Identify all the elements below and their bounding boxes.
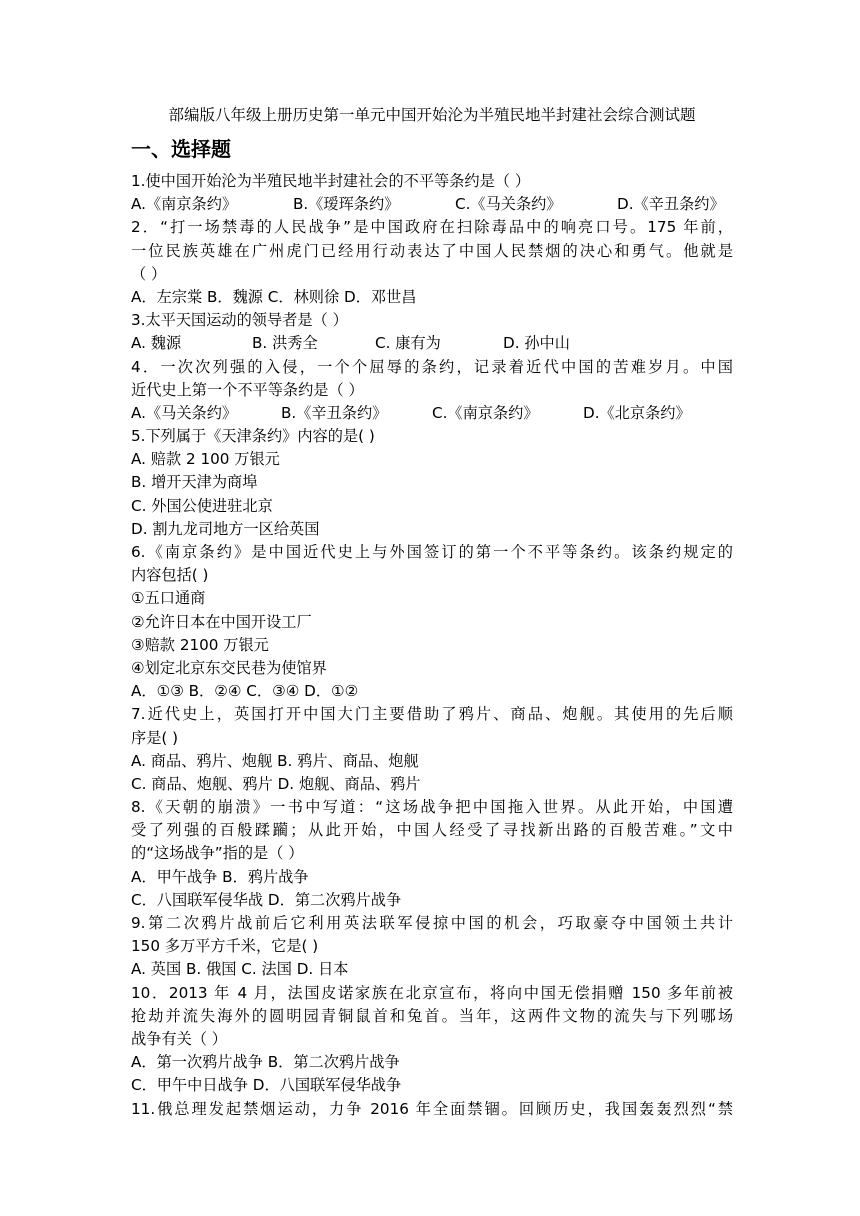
question-7-stem-line-1: 7.近代史上，英国打开中国大门主要借助了鸦片、商品、炮舰。其使用的先后顺 bbox=[131, 705, 733, 724]
document-title: 部编版八年级上册历史第一单元中国开始沦为半殖民地半封建社会综合测试题 bbox=[168, 106, 696, 124]
option-d: D. 孙中山 bbox=[503, 334, 570, 353]
question-9-stem-line-1: 9.第二次鸦片战前后它利用英法联军侵掠中国的机会，巧取豪夺中国领土共计 bbox=[131, 914, 733, 932]
question-10-options-cd: C．甲午中日战争 D．八国联军侵华战争 bbox=[131, 1076, 402, 1095]
option-a: A. 魏源 bbox=[131, 334, 182, 353]
question-8-stem-line-2: 受了列强的百般蹂躏；从此开始，中国人经受了寻找新出路的百般苦难。”文中 bbox=[131, 821, 733, 840]
question-6-item-2: ②允许日本在中国开设工厂 bbox=[131, 612, 312, 631]
question-5-stem: 5.下列属于《天津条约》内容的是( ) bbox=[131, 427, 375, 446]
question-8-stem-line-3: 的“这场战争”指的是（ ） bbox=[131, 844, 304, 863]
question-5-option-c: C. 外国公使进驻北京 bbox=[131, 496, 273, 515]
question-8-stem-line-1: 8.《天朝的崩溃》一书中写道：“这场战争把中国拖入世界。从此开始，中国遭 bbox=[131, 798, 733, 817]
question-7-options-cd: C. 商品、炮舰、鸦片 D. 炮舰、商品、鸦片 bbox=[131, 774, 421, 793]
question-7-options-ab: A. 商品、鸦片、炮舰 B. 鸦片、商品、炮舰 bbox=[131, 751, 419, 770]
question-4-options bbox=[131, 402, 733, 425]
option-b: B. 洪秀全 bbox=[252, 334, 318, 353]
question-6-item-1: ①五口通商 bbox=[131, 589, 206, 608]
question-8-options-ab: A．甲午战争 B．鸦片战争 bbox=[131, 867, 309, 886]
question-6-item-3: ③赔款 2100 万银元 bbox=[131, 635, 269, 654]
question-3-stem: 3.太平天国运动的领导者是（ ） bbox=[131, 311, 348, 330]
question-5-option-a: A. 赔款 2 100 万银元 bbox=[131, 450, 280, 469]
option-a: A.《马关条约》 bbox=[131, 403, 238, 422]
question-7-stem-line-2: 序是( ) bbox=[131, 728, 179, 747]
question-10-options-ab: A．第一次鸦片战争 B．第二次鸦片战争 bbox=[131, 1053, 400, 1072]
question-2-options: A．左宗棠 B．魏源 C．林则徐 D．邓世昌 bbox=[131, 287, 417, 306]
question-4-stem-line-1: 4．一次次列强的入侵，一个个屈辱的条约，记录着近代中国的苦难岁月。中国 bbox=[131, 357, 733, 376]
question-2-stem-line-3: （ ） bbox=[131, 264, 167, 283]
question-3-options bbox=[131, 332, 733, 355]
option-c: C.《南京条约》 bbox=[432, 403, 539, 422]
question-11-stem-line-1: 11.俄总理发起禁烟运动，力争 2016 年全面禁锢。回顾历史，我国轰轰烈烈“禁 bbox=[131, 1099, 733, 1118]
question-6-stem-line-2: 内容包括( ) bbox=[131, 566, 209, 585]
question-6-options: A．①③ B．②④ C．③④ D．①② bbox=[131, 682, 359, 701]
option-b: B.《辛丑条约》 bbox=[281, 403, 388, 422]
question-4-stem-line-2: 近代史上第一个不平等条约是（ ） bbox=[131, 380, 364, 399]
question-8-options-cd: C．八国联军侵华战 D．第二次鸦片战争 bbox=[131, 890, 402, 909]
question-6-stem-line-1: 6.《南京条约》是中国近代史上与外国签订的第一个不平等条约。该条约规定的 bbox=[131, 543, 733, 561]
question-5-option-b: B. 增开天津为商埠 bbox=[131, 473, 258, 492]
question-list bbox=[131, 170, 733, 1121]
option-a: A.《南京条约》 bbox=[131, 195, 238, 214]
question-5-option-d: D. 割九龙司地方一区给英国 bbox=[131, 519, 320, 538]
question-1-options bbox=[131, 193, 733, 216]
option-c: C. 康有为 bbox=[375, 334, 441, 353]
question-10-stem-line-2: 抢劫并流失海外的圆明园青铜鼠首和兔首。当年，这两件文物的流失与下列哪场 bbox=[131, 1006, 733, 1025]
section-heading: 一、选择题 bbox=[131, 137, 231, 161]
question-9-stem-line-2: 150 多万平方千米，它是( ) bbox=[131, 937, 319, 956]
question-2-stem-line-2: 一位民族英雄在广州虎门已经用行动表达了中国人民禁烟的决心和勇气。他就是 bbox=[131, 241, 733, 260]
question-6-item-4: ④划定北京东交民巷为使馆界 bbox=[131, 658, 327, 677]
option-d: D.《北京条约》 bbox=[583, 403, 691, 422]
option-d: D.《辛丑条约》 bbox=[617, 195, 725, 214]
question-10-stem-line-1: 10．2013 年 4 月，法国皮诺家族在北京宣布，将向中国无偿捐赠 150 多年前被 bbox=[131, 983, 733, 1002]
option-c: C.《马关条约》 bbox=[455, 195, 562, 214]
question-1-stem: 1.使中国开始沦为半殖民地半封建社会的不平等条约是（ ） bbox=[131, 172, 531, 190]
question-10-stem-line-3: 战争有关（ ） bbox=[131, 1029, 227, 1048]
option-b: B.《瑷珲条约》 bbox=[293, 195, 400, 214]
question-9-options: A. 英国 B. 俄国 C. 法国 D. 日本 bbox=[131, 960, 349, 979]
question-2-stem-line-1: 2．“打一场禁毒的人民战争”是中国政府在扫除毒品中的响亮口号。175 年前， bbox=[131, 218, 733, 237]
